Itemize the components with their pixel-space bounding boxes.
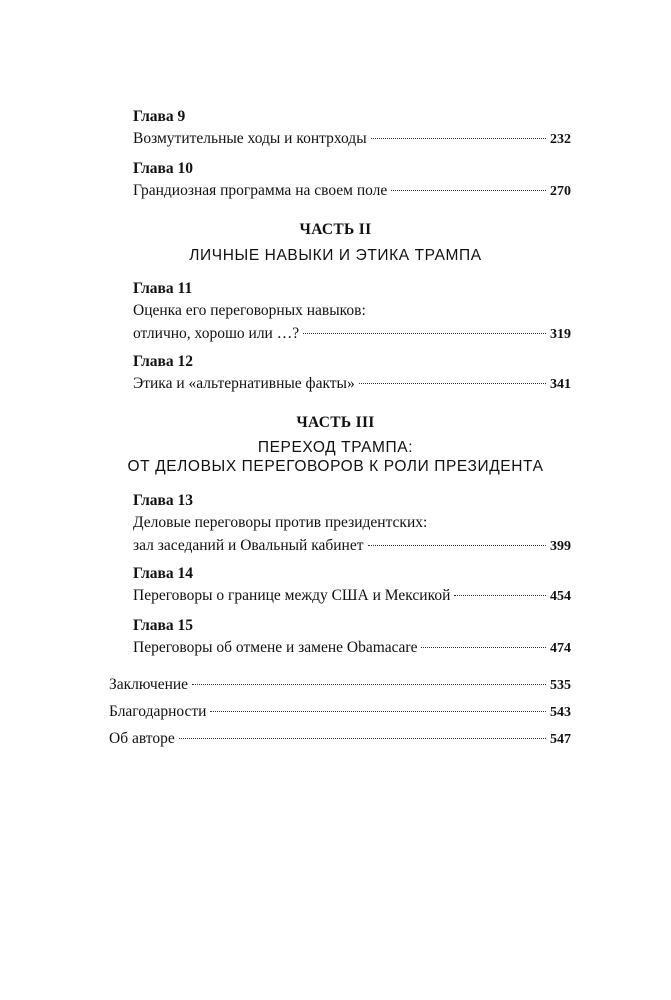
part-heading: ЧАСТЬ II xyxy=(299,221,372,238)
toc-chapter-14 xyxy=(133,564,571,607)
page-number: 454 xyxy=(550,589,571,604)
dot-leader xyxy=(303,333,546,334)
toc-entry-line[interactable] xyxy=(133,127,571,150)
toc-entry-line[interactable] xyxy=(133,322,571,345)
dot-leader xyxy=(454,595,546,596)
entry-title: Заключение xyxy=(109,676,189,693)
chapter-label: Глава 15 xyxy=(133,617,194,634)
toc-entry-line[interactable] xyxy=(133,534,571,557)
dot-leader xyxy=(359,383,546,384)
dot-leader xyxy=(210,711,546,712)
toc-chapter-11 xyxy=(133,279,571,345)
page-number: 341 xyxy=(550,377,571,392)
dot-leader xyxy=(368,545,546,546)
toc-entry-conclusion[interactable] xyxy=(109,673,571,696)
dot-leader xyxy=(371,138,546,139)
entry-title: Об авторе xyxy=(109,730,175,747)
part-heading: ЧАСТЬ III xyxy=(296,414,375,431)
chapter-label: Глава 9 xyxy=(133,108,186,125)
entry-title: Благодарности xyxy=(109,703,207,720)
chapter-title-line: Деловые переговоры против президентских: xyxy=(133,514,428,531)
dot-leader xyxy=(421,647,546,648)
toc-entry-line[interactable] xyxy=(133,372,571,395)
chapter-title: Переговоры о границе между США и Мексикой xyxy=(133,587,451,604)
toc-entry-acknowledgements[interactable] xyxy=(109,700,571,723)
toc-entry-about-author[interactable] xyxy=(109,727,571,750)
toc-chapter-13 xyxy=(133,491,571,557)
toc-chapter-15 xyxy=(133,616,571,659)
chapter-title-line: Оценка его переговорных навыков: xyxy=(133,302,366,319)
part-title-line: ПЕРЕХОД ТРАМПА: xyxy=(257,439,414,456)
toc-chapter-10 xyxy=(133,159,571,202)
chapter-label: Глава 14 xyxy=(133,565,194,582)
toc-entry-line[interactable] xyxy=(133,179,571,202)
part-title: ЛИЧНЫЕ НАВЫКИ И ЭТИКА ТРАМПА xyxy=(189,247,482,264)
page-number: 547 xyxy=(550,732,571,747)
chapter-title: отлично, хорошо или …? xyxy=(133,325,300,342)
page-number: 474 xyxy=(550,641,571,656)
page-number: 399 xyxy=(550,539,571,554)
dot-leader xyxy=(179,738,546,739)
page-number: 319 xyxy=(550,327,571,342)
toc-chapter-9 xyxy=(133,107,571,150)
toc-entry-line[interactable] xyxy=(133,636,571,659)
chapter-label: Глава 13 xyxy=(133,492,194,509)
chapter-title: зал заседаний и Овальный кабинет xyxy=(133,537,364,554)
page-number: 270 xyxy=(550,184,571,199)
toc-entry-line[interactable] xyxy=(133,584,571,607)
chapter-label: Глава 11 xyxy=(133,280,193,297)
part-title-line: ОТ ДЕЛОВЫХ ПЕРЕГОВОРОВ К РОЛИ ПРЕЗИДЕНТА xyxy=(127,458,544,475)
chapter-title: Грандиозная программа на своем поле xyxy=(133,182,388,199)
page-number: 543 xyxy=(550,705,571,720)
chapter-title: Этика и «альтернативные факты» xyxy=(133,375,355,392)
page-number: 232 xyxy=(550,132,571,147)
chapter-title: Возмутительные ходы и контрходы xyxy=(133,130,367,147)
chapter-label: Глава 10 xyxy=(133,160,194,177)
chapter-label: Глава 12 xyxy=(133,353,194,370)
page-number: 535 xyxy=(550,678,571,693)
dot-leader xyxy=(192,684,546,685)
toc-chapter-12 xyxy=(133,352,571,395)
chapter-title: Переговоры об отмене и замене Obamacare xyxy=(133,639,418,656)
dot-leader xyxy=(391,190,546,191)
